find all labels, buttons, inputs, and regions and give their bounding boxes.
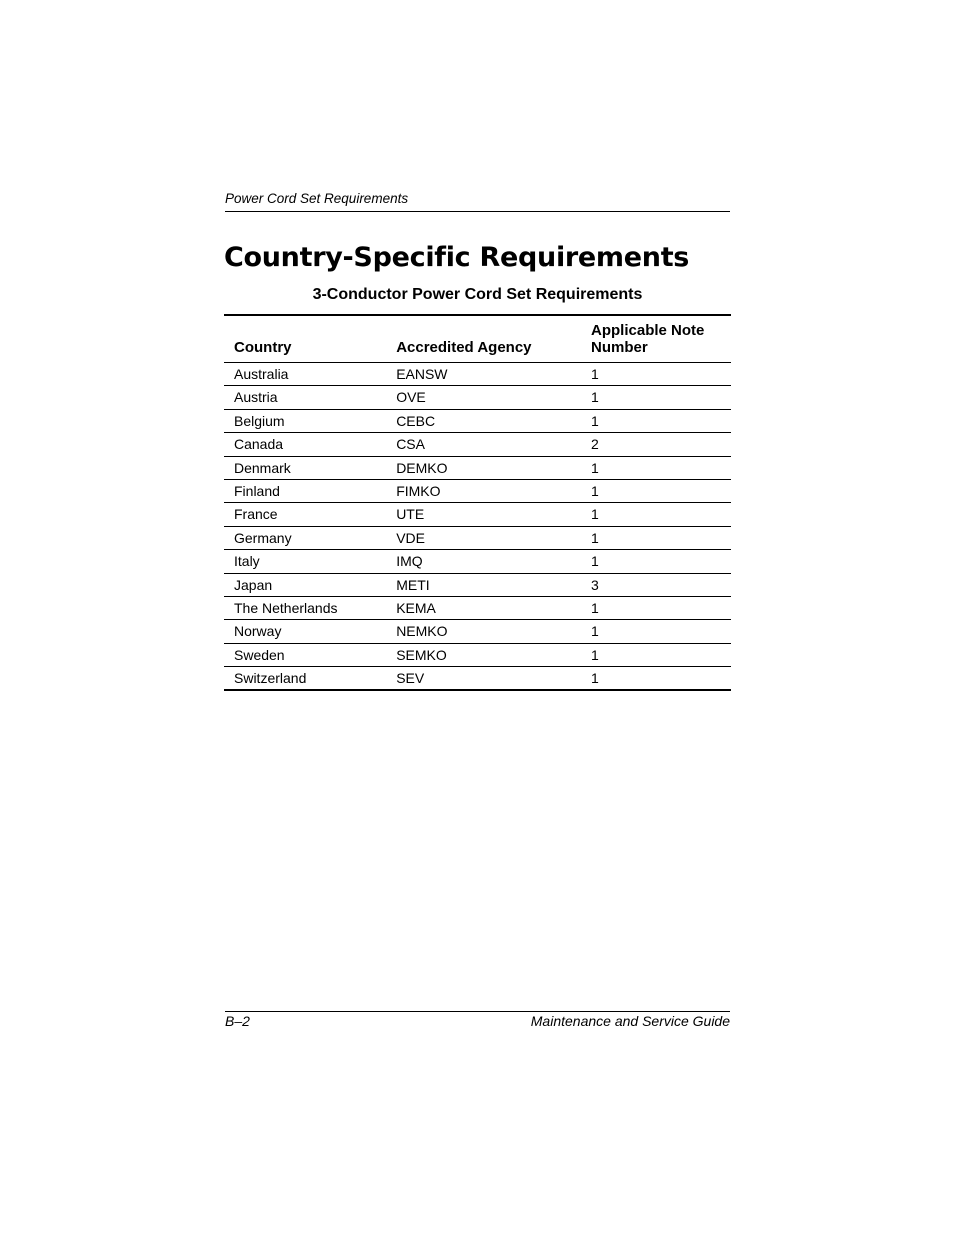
cell-accredited-agency: SEMKO (386, 643, 581, 666)
cell-note-number: 1 (581, 456, 731, 479)
header-note-line2: Number (591, 339, 648, 356)
cell-accredited-agency: CEBC (386, 409, 581, 432)
table-row (224, 620, 731, 643)
cell-country: Canada (224, 433, 386, 456)
cell-note-number: 1 (581, 503, 731, 526)
cell-note-number: 2 (581, 433, 731, 456)
cell-note-number: 1 (581, 526, 731, 549)
cell-note-number: 1 (581, 386, 731, 409)
cell-country: Austria (224, 386, 386, 409)
cell-country: Denmark (224, 456, 386, 479)
cell-note-number: 1 (581, 643, 731, 666)
cell-country: Sweden (224, 643, 386, 666)
cell-country: Italy (224, 550, 386, 573)
header-country: Country (224, 315, 386, 363)
table-row (224, 363, 731, 386)
page-number: B–2 (225, 1013, 250, 1029)
cell-country: Switzerland (234, 670, 307, 687)
header-rule (225, 211, 730, 212)
cell-country: Japan (224, 573, 386, 596)
table-row (224, 550, 731, 573)
cell-note-number: 1 (581, 363, 731, 386)
table-row (224, 409, 731, 432)
cell-accredited-agency: FIMKO (386, 479, 581, 502)
footer-rule (225, 1011, 730, 1012)
table-row (224, 573, 731, 596)
table-row (224, 456, 731, 479)
cell-country: Finland (224, 479, 386, 502)
cell-note-number: 1 (581, 596, 731, 619)
table-row (224, 503, 731, 526)
cell-note-number: 3 (581, 573, 731, 596)
cell-country: Australia (224, 363, 386, 386)
cell-country: France (224, 503, 386, 526)
cell-accredited-agency: DEMKO (386, 456, 581, 479)
cell-accredited-agency: METI (386, 573, 581, 596)
cell-accredited-agency: KEMA (386, 596, 581, 619)
power-cord-requirements-table (224, 314, 731, 691)
cell-accredited-agency: VDE (386, 526, 581, 549)
cell-country: Germany (224, 526, 386, 549)
table-row (224, 526, 731, 549)
cell-country: The Netherlands (224, 596, 386, 619)
header-note-line1: Applicable Note (591, 322, 705, 339)
running-header: Power Cord Set Requirements (225, 191, 409, 206)
table-body (224, 363, 731, 690)
cell-accredited-agency: NEMKO (386, 620, 581, 643)
cell-accredited-agency: SEV (396, 670, 425, 687)
table-row (224, 479, 731, 502)
header-accredited-agency: Accredited Agency (386, 315, 581, 363)
cell-accredited-agency: EANSW (386, 363, 581, 386)
table-row (224, 667, 731, 690)
table-header-row (224, 315, 731, 363)
cell-note-number: 1 (581, 550, 731, 573)
cell-accredited-agency: OVE (386, 386, 581, 409)
table-header (224, 315, 731, 363)
table-row (224, 433, 731, 456)
cell-note-number: 1 (581, 479, 731, 502)
cell-note-number: 1 (591, 670, 599, 687)
table-row (224, 386, 731, 409)
cell-accredited-agency: IMQ (386, 550, 581, 573)
cell-accredited-agency: UTE (386, 503, 581, 526)
guide-title: Maintenance and Service Guide (530, 1013, 730, 1029)
cell-country: Norway (224, 620, 386, 643)
table-row (224, 596, 731, 619)
table-row (224, 643, 731, 666)
cell-note-number: 1 (581, 409, 731, 432)
cell-note-number: 1 (581, 620, 731, 643)
section-title: Country-Specific Requirements (224, 242, 690, 273)
header-applicable-note-number (581, 315, 731, 363)
cell-country: Belgium (224, 409, 386, 432)
table-caption: 3-Conductor Power Cord Set Requirements (312, 286, 643, 303)
cell-accredited-agency: CSA (386, 433, 581, 456)
